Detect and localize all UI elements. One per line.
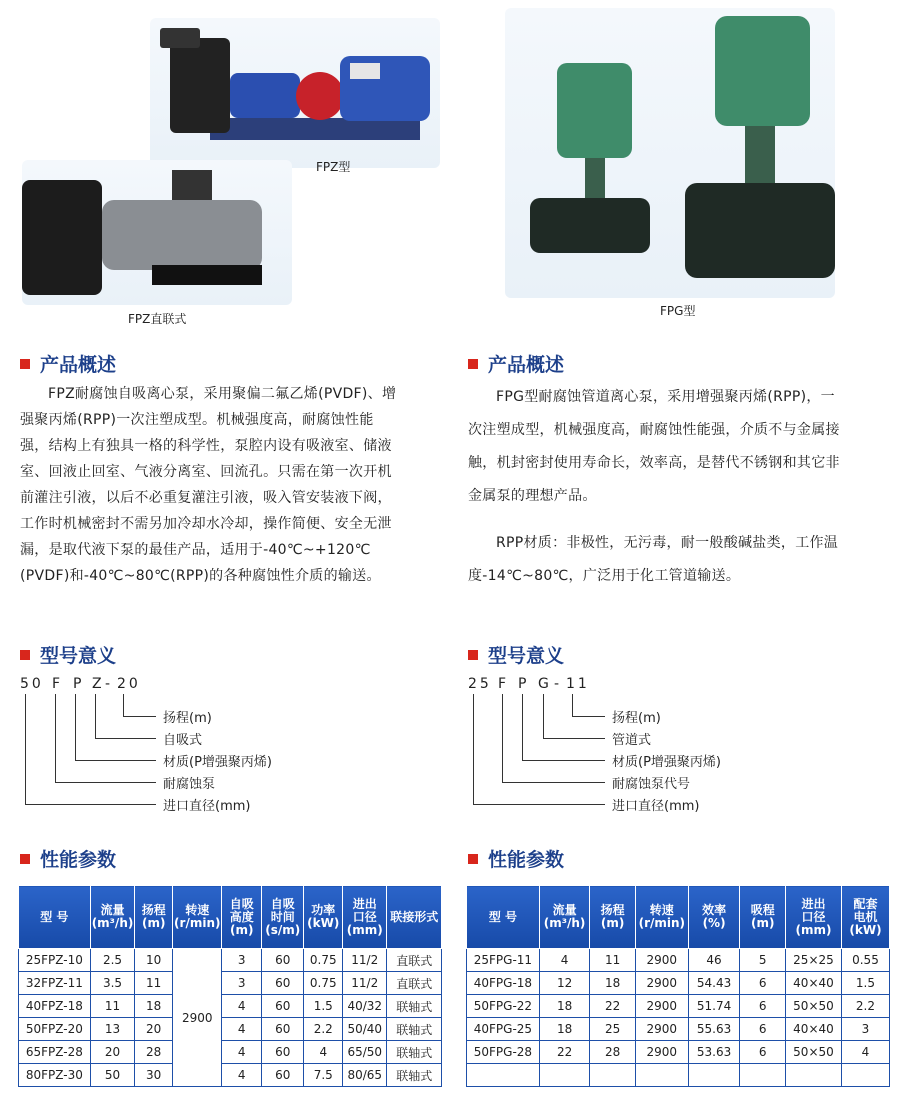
table-header: 型 号 (467, 886, 540, 949)
table-cell: 4 (222, 1041, 262, 1064)
fpz-pump-illustration (150, 18, 440, 168)
table-header: 扬程 (m) (590, 886, 636, 949)
table-header: 联接形式 (387, 886, 442, 949)
table-cell: 50FPG-22 (467, 995, 540, 1018)
table-cell: 80/65 (343, 1064, 387, 1087)
model-label: 扬程(m) (163, 711, 212, 726)
fpg-pump-illustration (505, 8, 835, 298)
table-cell-empty (635, 1064, 688, 1087)
table-cell: 22 (539, 1041, 590, 1064)
model-label: 耐腐蚀泵代号 (612, 777, 691, 792)
table-cell: 50FPZ-20 (19, 1018, 91, 1041)
table-row (19, 949, 442, 972)
table-cell: 32FPZ-11 (19, 972, 91, 995)
model-code-part: P (73, 676, 85, 692)
table-cell: 20 (90, 1041, 135, 1064)
model-code-part: G (538, 676, 552, 692)
table-header: 转速 (r/min) (635, 886, 688, 949)
table-cell: 40FPG-18 (467, 972, 540, 995)
table-cell: 46 (688, 949, 740, 972)
fpz-caption: FPZ型 (316, 160, 351, 174)
table-header-row (19, 886, 442, 949)
table-row (19, 972, 442, 995)
model-label: 自吸式 (163, 733, 203, 748)
overview-line: RPP材质：非极性，无污毒，耐一般酸碱盐类，工作温 (496, 535, 839, 551)
table-cell: 25FPG-11 (467, 949, 540, 972)
table-cell: 6 (740, 1018, 786, 1041)
table-cell: 4 (841, 1041, 889, 1064)
table-cell: 18 (135, 995, 173, 1018)
model-code-part: 50 (20, 676, 44, 692)
table-row (19, 1041, 442, 1064)
fpz-spec-table (18, 885, 442, 1087)
table-cell: 60 (261, 1064, 303, 1087)
table-cell: 6 (740, 1041, 786, 1064)
table-cell-empty (467, 1064, 540, 1087)
model-code-part: 11 (566, 676, 590, 692)
model-code-part: 25 (468, 676, 492, 692)
table-cell: 54.43 (688, 972, 740, 995)
table-cell: 6 (740, 972, 786, 995)
table-cell: 2900 (635, 1041, 688, 1064)
table-cell: 11 (135, 972, 173, 995)
model-label: 扬程(m) (612, 711, 661, 726)
table-cell: 0.75 (304, 972, 343, 995)
table-cell: 60 (261, 995, 303, 1018)
section-bullet-icon (20, 854, 30, 864)
table-cell: 50×50 (786, 1041, 842, 1064)
table-cell: 4 (222, 1018, 262, 1041)
table-cell: 2900 (635, 1018, 688, 1041)
right-perf-title: 性能参数 (468, 845, 564, 872)
model-code-part: F (52, 676, 64, 692)
fpz-direct-caption: FPZ直联式 (128, 312, 187, 326)
table-cell: 28 (135, 1041, 173, 1064)
table-cell: 联轴式 (387, 995, 442, 1018)
table-header: 转速 (r/min) (173, 886, 222, 949)
table-cell-empty (740, 1064, 786, 1087)
fpg-spec-table (466, 885, 890, 1087)
table-cell: 20 (135, 1018, 173, 1041)
table-cell: 2.5 (90, 949, 135, 972)
right-model-title: 型号意义 (468, 641, 564, 668)
table-cell: 50FPG-28 (467, 1041, 540, 1064)
table-cell: 40FPZ-18 (19, 995, 91, 1018)
left-model-diagram (20, 676, 320, 816)
table-header: 配套 电机 (kW) (841, 886, 889, 949)
model-label: 材质(P增强聚丙烯) (163, 755, 272, 770)
table-cell: 直联式 (387, 972, 442, 995)
section-bullet-icon (468, 854, 478, 864)
table-cell: 11/2 (343, 972, 387, 995)
model-code-part: - (554, 676, 563, 692)
model-connector (473, 694, 605, 805)
table-cell: 40FPG-25 (467, 1018, 540, 1041)
table-cell: 13 (90, 1018, 135, 1041)
model-connector (25, 694, 156, 805)
table-cell: 2900 (635, 995, 688, 1018)
section-bullet-icon (20, 650, 30, 660)
table-cell: 40×40 (786, 972, 842, 995)
left-perf-title: 性能参数 (20, 845, 116, 872)
table-row (19, 1018, 442, 1041)
table-header: 自吸 时间 (s/m) (261, 886, 303, 949)
table-cell: 3 (841, 1018, 889, 1041)
section-bullet-icon (468, 359, 478, 369)
table-cell: 51.74 (688, 995, 740, 1018)
table-cell: 直联式 (387, 949, 442, 972)
table-cell: 60 (261, 1041, 303, 1064)
table-cell: 1.5 (841, 972, 889, 995)
table-cell: 7.5 (304, 1064, 343, 1087)
table-cell: 28 (590, 1041, 636, 1064)
table-cell: 2900 (635, 972, 688, 995)
table-row (19, 995, 442, 1018)
left-model-title: 型号意义 (20, 641, 116, 668)
table-cell-speed-merged: 2900 (173, 949, 222, 1087)
table-cell: 18 (590, 972, 636, 995)
section-bullet-icon (20, 359, 30, 369)
table-cell: 2.2 (841, 995, 889, 1018)
table-cell: 联轴式 (387, 1018, 442, 1041)
table-header: 进出 口径 (mm) (786, 886, 842, 949)
table-cell: 12 (539, 972, 590, 995)
table-cell: 55.63 (688, 1018, 740, 1041)
overview-line: 次注塑成型，机械强度高，耐腐蚀性能强，介质不与金属接 (468, 422, 840, 438)
overview-line: 强，结构上有独具一格的科学性，泵腔内设有吸液室、储液 (20, 438, 392, 454)
table-cell: 22 (590, 995, 636, 1018)
overview-line: 金属泵的理想产品。 (468, 488, 597, 504)
section-bullet-icon (468, 650, 478, 660)
table-cell: 18 (539, 1018, 590, 1041)
model-label: 进口直径(mm) (612, 799, 700, 814)
table-cell: 4 (222, 1064, 262, 1087)
right-overview-title: 产品概述 (468, 350, 564, 377)
model-code-part: F (498, 676, 510, 692)
table-cell: 60 (261, 949, 303, 972)
overview-line: 度-14℃~80℃，广泛用于化工管道输送。 (468, 568, 741, 584)
fpg-pump-photo (505, 8, 835, 298)
table-cell: 30 (135, 1064, 173, 1087)
table-header: 扬程 (m) (135, 886, 173, 949)
table-cell: 4 (222, 995, 262, 1018)
table-cell: 6 (740, 995, 786, 1018)
table-row (467, 949, 890, 972)
model-label: 进口直径(mm) (163, 799, 251, 814)
table-row-empty (467, 1064, 890, 1087)
table-header-row (467, 886, 890, 949)
model-code-part: - (105, 676, 114, 692)
table-cell-empty (590, 1064, 636, 1087)
overview-line: 强聚丙烯(RPP)一次注塑成型。机械强度高，耐腐蚀性能 (20, 412, 374, 428)
table-cell-empty (786, 1064, 842, 1087)
right-overview-text (468, 381, 888, 593)
table-row (467, 1041, 890, 1064)
table-cell: 3.5 (90, 972, 135, 995)
table-header: 吸程 (m) (740, 886, 786, 949)
fpz-pump-photo (150, 18, 440, 168)
table-cell: 11 (90, 995, 135, 1018)
table-cell: 25FPZ-10 (19, 949, 91, 972)
table-cell-empty (841, 1064, 889, 1087)
table-cell: 53.63 (688, 1041, 740, 1064)
table-row (467, 1018, 890, 1041)
table-cell: 11/2 (343, 949, 387, 972)
model-code-part: 20 (117, 676, 141, 692)
table-cell: 50×50 (786, 995, 842, 1018)
overview-line: 前灌注引液，以后不必重复灌注引液，吸入管安装液下阀， (20, 490, 392, 506)
table-header: 流量 (m³/h) (539, 886, 590, 949)
table-cell: 联轴式 (387, 1064, 442, 1087)
overview-line: FPG型耐腐蚀管道离心泵，采用增强聚丙烯(RPP)，一 (496, 389, 835, 405)
model-code-part: P (518, 676, 530, 692)
fpz-direct-pump-photo (22, 160, 292, 305)
table-cell: 3 (222, 949, 262, 972)
overview-line: 室、回液止回室、气液分离室、回流孔。只需在第一次开机 (20, 464, 392, 480)
table-header: 型 号 (19, 886, 91, 949)
table-cell: 65/50 (343, 1041, 387, 1064)
table-cell: 25×25 (786, 949, 842, 972)
table-cell: 2.2 (304, 1018, 343, 1041)
model-code-part: Z (92, 676, 105, 692)
table-header: 效率 (%) (688, 886, 740, 949)
table-cell-empty (688, 1064, 740, 1087)
model-label: 管道式 (612, 733, 652, 748)
table-header: 功率 (kW) (304, 886, 343, 949)
table-cell: 2900 (635, 949, 688, 972)
overview-line: 漏，是取代液下泵的最佳产品，适用于-40℃~+120℃ (20, 542, 371, 558)
table-cell: 50/40 (343, 1018, 387, 1041)
table-cell: 40/32 (343, 995, 387, 1018)
table-row (467, 995, 890, 1018)
table-cell: 0.55 (841, 949, 889, 972)
table-cell: 65FPZ-28 (19, 1041, 91, 1064)
table-row (467, 972, 890, 995)
table-header: 进出 口径 (mm) (343, 886, 387, 949)
table-cell: 联轴式 (387, 1041, 442, 1064)
table-cell: 40×40 (786, 1018, 842, 1041)
left-overview-title: 产品概述 (20, 350, 116, 377)
fpg-caption: FPG型 (660, 304, 696, 318)
table-cell: 4 (539, 949, 590, 972)
overview-line: (PVDF)和-40℃~80℃(RPP)的各种腐蚀性介质的输送。 (20, 568, 381, 584)
table-cell: 4 (304, 1041, 343, 1064)
table-cell: 60 (261, 1018, 303, 1041)
overview-line: 工作时机械密封不需另加冷却水冷却，操作简便、安全无泄 (20, 516, 392, 532)
left-overview-text (20, 381, 450, 589)
table-cell: 3 (222, 972, 262, 995)
table-cell: 50 (90, 1064, 135, 1087)
table-cell: 60 (261, 972, 303, 995)
model-label: 材质(P增强聚丙烯) (612, 755, 721, 770)
table-cell: 0.75 (304, 949, 343, 972)
table-cell: 1.5 (304, 995, 343, 1018)
table-cell: 25 (590, 1018, 636, 1041)
fpz-direct-pump-illustration (22, 160, 292, 305)
table-header: 自吸 高度 (m) (222, 886, 262, 949)
table-cell: 11 (590, 949, 636, 972)
table-header: 流量 (m³/h) (90, 886, 135, 949)
table-row (19, 1064, 442, 1087)
overview-line: 触，机封密封使用寿命长，效率高，是替代不锈钢和其它非 (468, 455, 840, 471)
table-cell: 5 (740, 949, 786, 972)
table-cell: 18 (539, 995, 590, 1018)
overview-line: FPZ耐腐蚀自吸离心泵，采用聚偏二氟乙烯(PVDF)、增 (48, 386, 397, 402)
table-cell-empty (539, 1064, 590, 1087)
table-cell: 80FPZ-30 (19, 1064, 91, 1087)
table-cell: 10 (135, 949, 173, 972)
right-model-diagram (468, 676, 788, 816)
model-label: 耐腐蚀泵 (163, 777, 216, 792)
